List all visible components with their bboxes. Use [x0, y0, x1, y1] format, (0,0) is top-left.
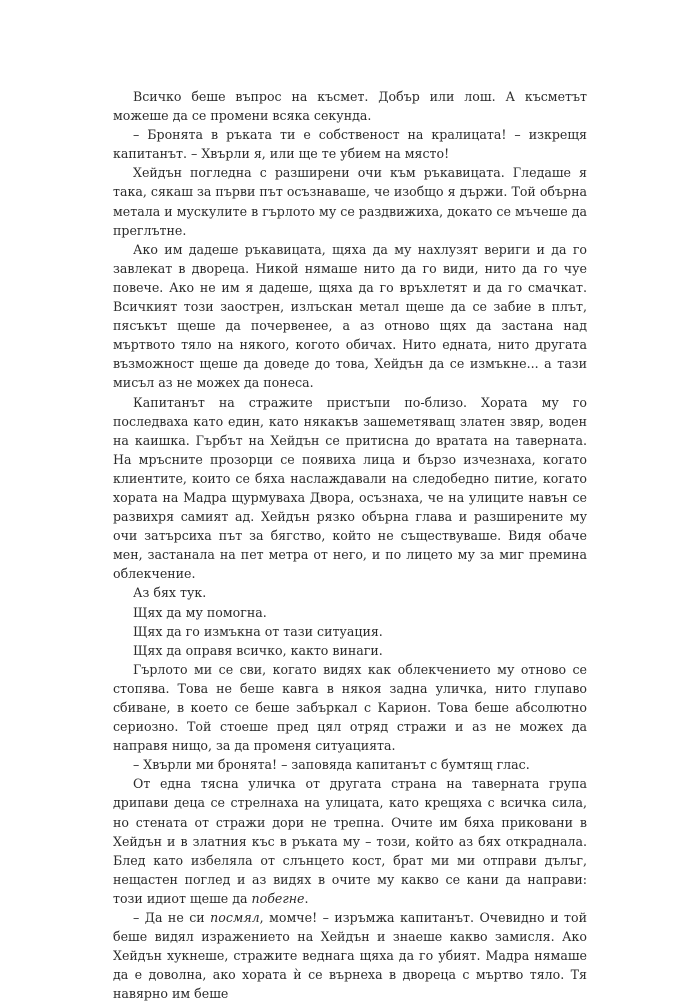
paragraph: Щях да го измъкна от тази ситуация. — [133, 623, 383, 639]
paragraph-text: , момче! – изръмжа капитанът. Очевидно и той беше видял изражението на Хейдън и знаеше какво замисля. Ако Хейдън хукнеше, стражите веднага щяха да го убият. Мадра нямаше да е доволна, ако хората ѝ се върнеха в двореца с мъртво тяло. Тя навярно им беше — [113, 910, 587, 1002]
paragraph — [113, 774, 587, 908]
paragraph: Щях да оправя всичко, както винаги. — [133, 642, 383, 658]
paragraph: Хейдън погледна с разширени очи към ръкавицата. Гледаше я така, сякаш за първи път осъзнаваше, че изобщо я държи. Той обърна метала и мускулите в гърлото му се раздвижиха, докато се мъчеше да преглътне. — [113, 165, 587, 238]
paragraph-text: От една тясна уличка от другата страна на таверната група дрипави деца се стрелнаха на улицата, като крещяха с всичка сила, но стената от стражи дори не трепна. Очите им бяха приковани в Хейдън и в златния къс в ръката му – този, който аз бях откраднала. Блед като избеляла от слънцето кост, брат ми ми отправи дълъг, нещастен поглед и аз видях в очите му какво се кани да направи: този идиот щеше да — [113, 776, 587, 906]
emphasis: побегне — [251, 890, 305, 906]
paragraph: Аз бях тук. — [133, 585, 207, 601]
page-body — [113, 87, 587, 1004]
paragraph: Гърлото ми се сви, когато видях как облекчението му отново се стопява. Това не беше кавга в някоя задна уличка, нито глупаво сбиване, в което се беше забъркал с Карион. Това беше абсолютно сериозно. Той стоеше пред цял отряд стражи и аз не можех да направя нищо, за да променя ситуацията. — [113, 661, 587, 754]
paragraph: Капитанът на стражите пристъпи по-близо. Хората му го последваха като един, като някакъв зашеметяващ златен звяр, воден на каишка. Гърбът на Хейдън се притисна до вратата на таверната. На мръсните прозорци се появиха лица и бързо изчезнаха, когато клиентите, които се бяха наслаждавали на следобедно питие, когато хората на Мадра щурмуваха Двора, осъзнаха, че на улиците навън се развихря самият ад. Хейдън рязко обърна глава и разширените му очи затърсиха път за бягство, който не съществуваше. Видя обаче мен, застанала на пет метра от него, и по лицето му за миг премина облекчение. — [113, 394, 587, 582]
paragraph-text: . — [304, 890, 309, 906]
paragraph: Ако им дадеше ръкавицата, щяха да му нахлузят вериги и да го завлекат в двореца. Никой нямаше нито да го види, нито да го чуе повече. Ако не им я дадеше, щяха да го връхлетят и да го смачкат. Всичкият този заострен, излъскан метал щеше да се забие в плът, пясъкът щеше да почервенее, а аз отново щях да застана над мъртвото тяло на някого, когото обичах. Нито едната, нито другата възможност щеше да доведе до това, Хейдън да се измъкне... а тази мисъл аз не можех да понеса. — [113, 241, 587, 391]
emphasis: посмял — [210, 910, 260, 926]
paragraph: – Бронята в ръката ти е собственост на кралицата! – изкрещя капитанът. – Хвърли я, или ще те убием на място! — [113, 127, 587, 162]
paragraph — [113, 908, 587, 1003]
paragraph: Щях да му помогна. — [133, 604, 267, 620]
paragraph: – Хвърли ми бронята! – заповяда капитанът с бумтящ глас. — [133, 757, 530, 773]
paragraph: Всичко беше въпрос на късмет. Добър или лош. А късметът можеше да се промени всяка секунда. — [113, 89, 587, 124]
paragraph-text: – Да не си — [133, 910, 211, 926]
